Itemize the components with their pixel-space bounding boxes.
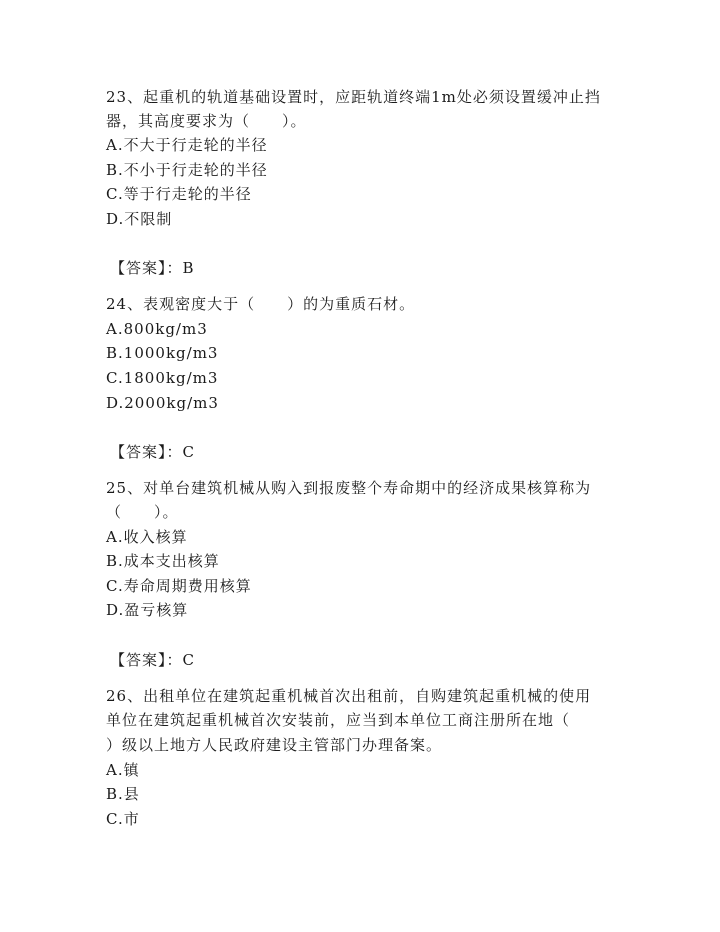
question-24-option-a: A.800kg/m3 bbox=[106, 320, 208, 338]
question-23-option-b: B.不小于行走轮的半径 bbox=[106, 161, 268, 179]
question-25-option-d: D.盈亏核算 bbox=[106, 601, 189, 619]
question-26-option-c: C.市 bbox=[106, 810, 140, 828]
question-23-option-a: A.不大于行走轮的半径 bbox=[106, 136, 268, 154]
question-24-option-b: B.1000kg/m3 bbox=[106, 344, 219, 362]
question-23-option-d: D.不限制 bbox=[106, 210, 173, 228]
question-25-option-a: A.收入核算 bbox=[106, 528, 188, 546]
question-23-stem-line-1: 23、起重机的轨道基础设置时，应距轨道终端1m处必须设置缓冲止挡 bbox=[106, 88, 601, 106]
question-24-answer: 【答案】：C bbox=[110, 443, 195, 461]
question-25-option-b: B.成本支出核算 bbox=[106, 552, 220, 570]
question-26-stem-line-1: 26、出租单位在建筑起重机械首次出租前，自购建筑起重机械的使用 bbox=[106, 687, 592, 705]
question-24-option-d: D.2000kg/m3 bbox=[106, 394, 219, 412]
question-25-answer: 【答案】：C bbox=[110, 651, 195, 669]
question-26-option-a: A.镇 bbox=[106, 761, 140, 779]
question-23-stem-line-2: 器，其高度要求为（ ）。 bbox=[106, 112, 307, 130]
question-25-stem-line-1: 25、对单台建筑机械从购入到报废整个寿命期中的经济成果核算称为 bbox=[106, 479, 592, 497]
question-25-stem-line-2: （ ）。 bbox=[106, 503, 179, 521]
question-26-option-b: B.县 bbox=[106, 785, 140, 803]
question-23-option-c: C.等于行走轮的半径 bbox=[106, 185, 252, 203]
question-26-stem-line-2: 单位在建筑起重机械首次安装前，应当到本单位工商注册所在地（ bbox=[106, 711, 571, 729]
question-24-option-c: C.1800kg/m3 bbox=[106, 369, 219, 387]
question-26-stem-line-3: ）级以上地方人民政府建设主管部门办理备案。 bbox=[106, 736, 443, 754]
question-23-answer: 【答案】：B bbox=[110, 259, 195, 277]
question-25-option-c: C.寿命周期费用核算 bbox=[106, 577, 252, 595]
question-24-stem-line-1: 24、表观密度大于（ ）的为重质石材。 bbox=[106, 295, 416, 313]
